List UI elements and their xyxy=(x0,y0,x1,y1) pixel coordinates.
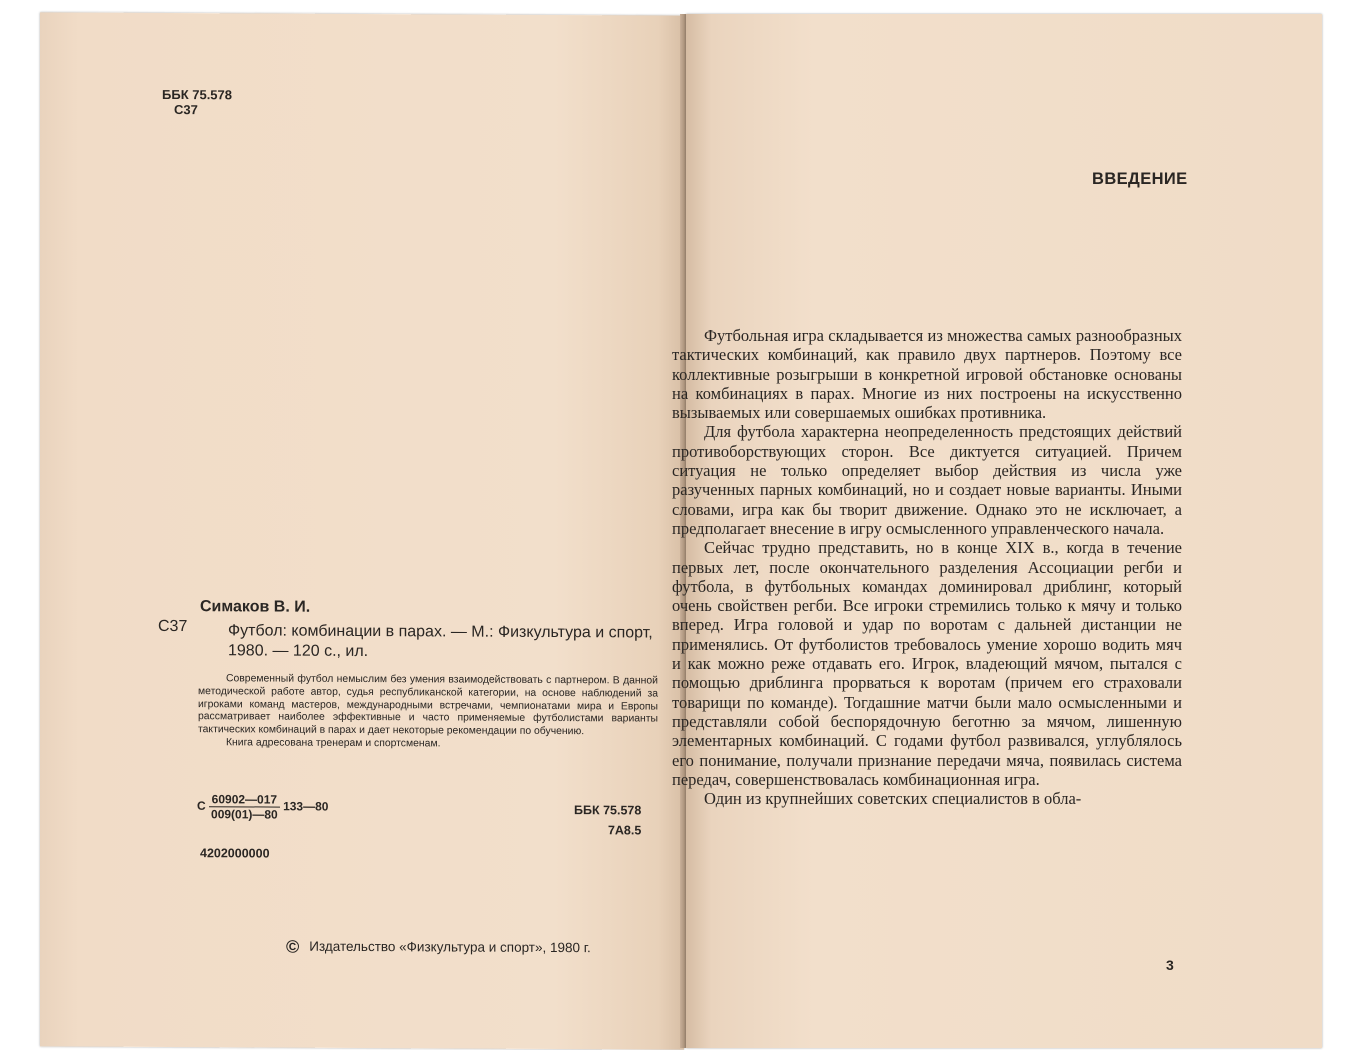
index-fraction xyxy=(209,792,280,821)
index-denominator: 009(01)—80 xyxy=(211,807,278,822)
body-paragraph: Сейчас трудно представить, но в конце XIX в., когда в течение первых лет, после окончательного разделения Ассоциации регби и футбола, в футбольных командах доминировал дриблинг, который очень свойствен регби. Все игроки стремились только к мячу и только вперед. Игра головой и удар по воротам с дальней дистанции не применялись. От футболистов требовалось умение хорошо водить мяч и как можно реже отдавать его. Игрок, владеющий мячом, пытался с помощью дриблинга прорваться к воротам (причем его страховали товарищи по команде). Тогдашние матчи были мало осмысленными и представляли собой беспорядочную беготню за мячом, лишенную элементарных комбинаций. С годами футбол развивался, углублялось его понимание, получали признание передачи мяча, появилась система передач, совершенствовалась комбинационная игра. xyxy=(672,538,1182,789)
body-paragraph: Футбольная игра складывается из множества самых разнообразных тактических комбинаций, как правило двух партнеров. Поэтому все коллективные розыгрыши в конкретной игровой обстановке основаны на комбинациях в парах. Многие из них построены на искусственно вызываемых или совершаемых ошибках противника. xyxy=(672,326,1182,423)
publication-index xyxy=(197,792,328,822)
catalog-mark-line: С37 xyxy=(174,102,198,118)
bbk-code-line: ББК 75.578 xyxy=(574,803,642,818)
page-number: 3 xyxy=(1166,957,1174,973)
body-paragraph: Для футбола характерна неопределенность предстоящих действий противоборствующих сторон. Все диктуется ситуацией. Причем ситуация не только определяет выбор действия из числа уже разученных парных комбинаций, но и создает новые варианты. Иными словами, игра как бы творит движение. Однако это не исключает, а предполагает внесение в игру осмысленного управленческого начала. xyxy=(672,422,1182,538)
bbk-classification-top xyxy=(162,87,232,117)
index-numerator: 60902—017 xyxy=(209,792,280,807)
copyright-text: Издательство «Физкультура и спорт», 1980 г. xyxy=(309,938,591,956)
chapter-body xyxy=(672,326,1182,808)
chapter-heading: ВВЕДЕНИЕ xyxy=(1092,170,1188,188)
copyright-line xyxy=(286,937,591,960)
book-abstract xyxy=(198,673,658,752)
catalog-mark: С37 xyxy=(158,617,188,636)
author-name: Симаков В. И. xyxy=(200,598,311,616)
bibliographic-title: Футбол: комбинации в парах. — М.: Физкультура и спорт, 1980. — 120 с., ил. xyxy=(228,622,653,661)
copyright-icon: © xyxy=(286,936,300,957)
index-prefix: С xyxy=(197,798,206,813)
bbk-classification-bottom xyxy=(574,800,641,840)
publication-code: 4202000000 xyxy=(200,846,270,861)
index-suffix: 133—80 xyxy=(283,799,329,814)
bbk-code-line: ББК 75.578 xyxy=(162,86,232,103)
abstract-paragraph: Книга адресована тренерам и спортсменам. xyxy=(226,737,441,750)
author-mark-line: 7А8.5 xyxy=(607,823,642,838)
body-paragraph: Один из крупнейших советских специалистов в обла- xyxy=(704,789,1082,809)
abstract-paragraph: Современный футбол немыслим без умения взаимодействовать с партнером. В данной методической работе автор, судья республиканской категории, на основе наблюдений за игроками команд мастеров, международными встречами, чемпионатами мира и Европы рассматривает наиболее эффективные и часто применяемые футболистами варианты тактических комбинаций в парах и дает некоторые рекомендации по обучению. xyxy=(198,673,658,738)
left-page xyxy=(40,12,684,1049)
